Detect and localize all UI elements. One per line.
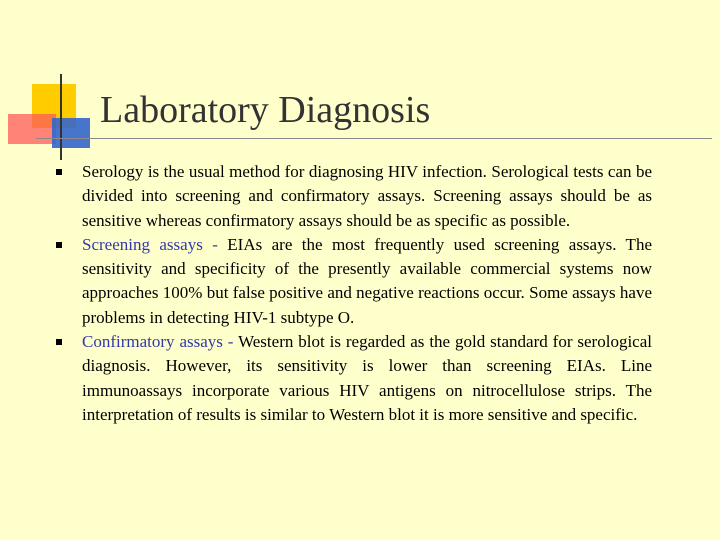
decorative-blue-square xyxy=(52,118,90,148)
square-bullet-icon xyxy=(56,242,62,248)
bullet-body: Western blot is regarded as the gold standard for serological diagnosis. However, its sensitivity is lower than screening EIAs. Line immunoassays incorporate various HIV antigens on nitrocellulose strips. The interpretation of results is similar to Western blot it is more sensitive and specific. xyxy=(82,332,652,424)
bullet-item-serology xyxy=(56,160,652,233)
decorative-red-square xyxy=(8,114,56,144)
bullet-text xyxy=(82,233,652,330)
bullet-item-screening xyxy=(56,233,652,330)
bullet-list xyxy=(56,160,652,427)
square-bullet-icon xyxy=(56,339,62,345)
slide-title: Laboratory Diagnosis xyxy=(100,89,431,131)
title-underline xyxy=(36,138,712,139)
bullet-text xyxy=(82,160,652,233)
decorative-vertical-line xyxy=(60,74,62,160)
bullet-term: Screening assays - xyxy=(82,234,228,254)
bullet-body: Serology is the usual method for diagnosing HIV infection. Serological tests can be divided into screening and confirmatory assays. Screening assays should be as sensitive whereas confirmatory assays should be as specific as possible. xyxy=(82,162,652,230)
bullet-body: EIAs are the most frequently used screening assays. The sensitivity and specificity of the presently available commercial systems now approaches 100% but false positive and negative reactions occur. Some assays have problems in detecting HIV-1 subtype O. xyxy=(82,234,652,327)
bullet-term: Confirmatory assays - xyxy=(82,332,239,352)
square-bullet-icon xyxy=(56,169,62,175)
bullet-text xyxy=(82,330,652,427)
bullet-item-confirmatory xyxy=(56,330,652,427)
